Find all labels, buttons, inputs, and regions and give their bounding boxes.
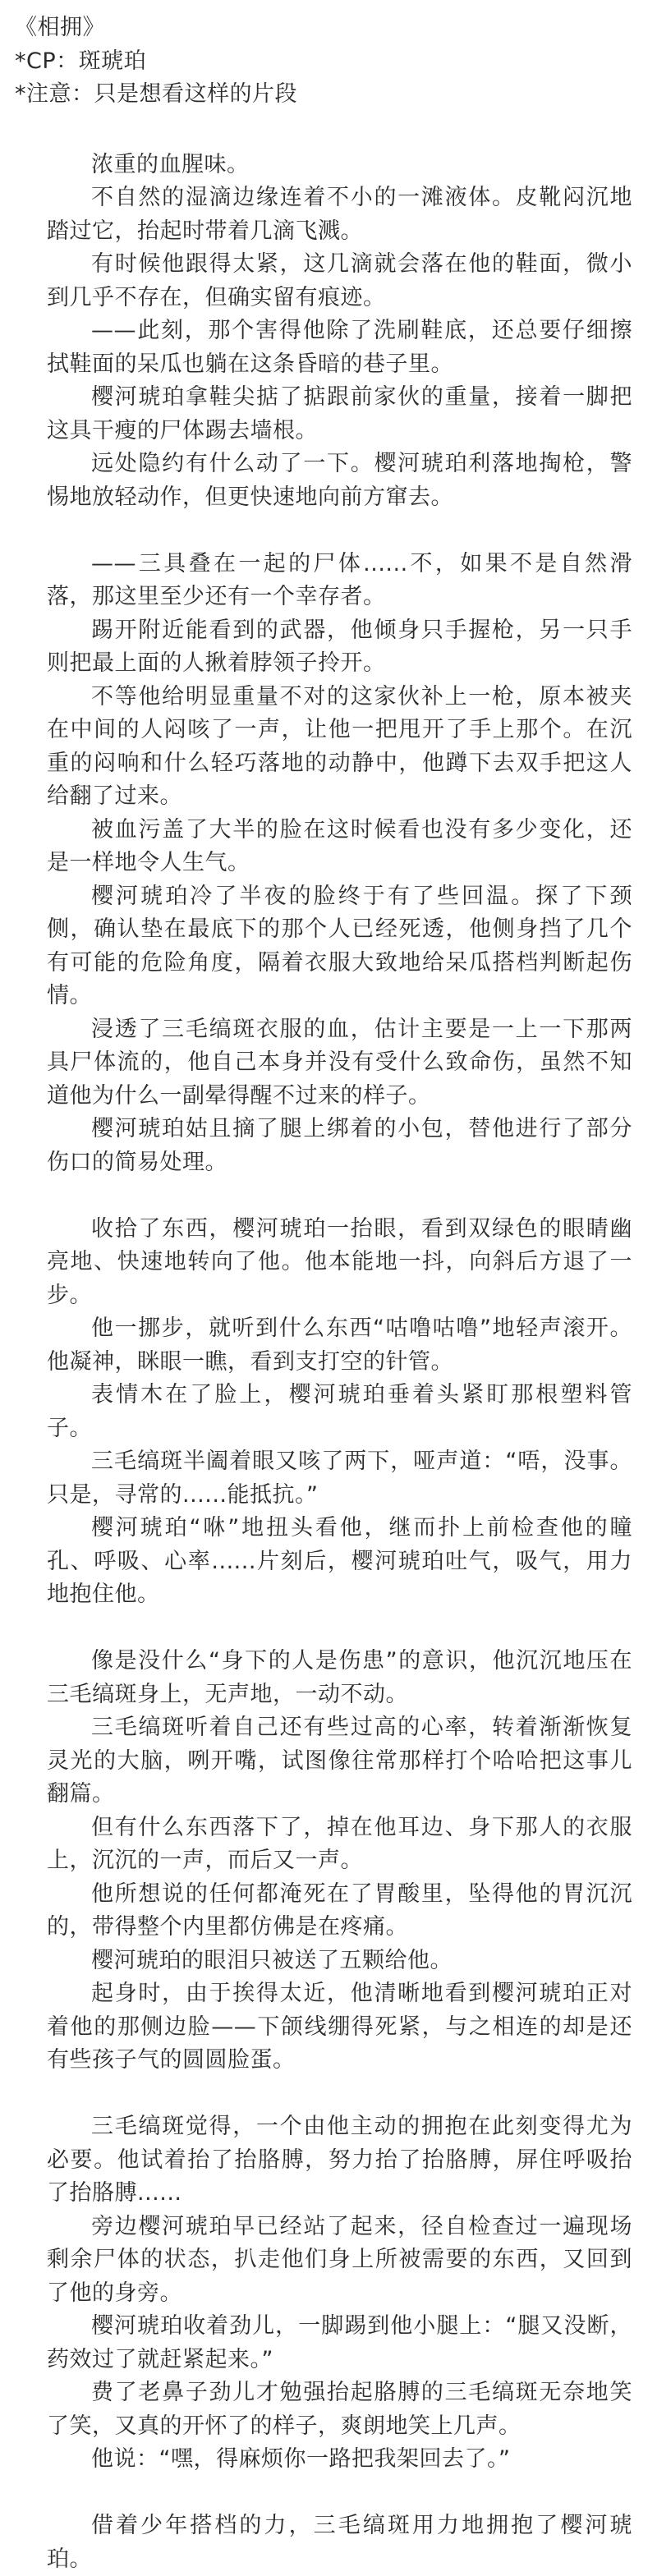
paragraph: 樱河琥珀“咻”地扭头看他，继而扑上前检查他的瞳孔、呼吸、心率......片刻后，樱河琥珀吐气，吸气，用力地抱住他。 [15,1512,632,1612]
document-header [15,11,632,112]
paragraph: 费了老鼻子劲儿才勉强抬起胳膊的三毛缟斑无奈地笑了笑，又真的开怀了的样子，爽朗地笑上几声。 [15,2376,632,2443]
paragraph: 樱河琥珀收着劲儿，一脚踢到他小腿上：“腿又没断，药效过了就赶紧起来。” [15,2310,632,2376]
paragraph: 樱河琥珀姑且摘了腿上绑着的小包，替他进行了部分伤口的简易处理。 [15,1113,632,1179]
section-gap [15,1612,632,1646]
paragraph: ——三具叠在一起的尸体......不，如果不是自然滑落，那这里至少还有一个幸存者。 [15,548,632,614]
paragraph: 踢开附近能看到的武器，他倾身只手握枪，另一只手则把最上面的人揪着脖领子拎开。 [15,614,632,681]
story-section [15,2110,632,2477]
paragraph: 樱河琥珀冷了半夜的脸终于有了些回温。探了下颈侧，确认垫在最底下的那个人已经死透，他侧身挡了几个有可能的危险角度，隔着衣服大致地给呆瓜搭档判断起伤情。 [15,880,632,1013]
story-title: 《相拥》 [15,11,632,45]
paragraph: 浓重的血腥味。 [15,149,632,182]
paragraph: 三毛缟斑觉得，一个由他主动的拥抱在此刻变得尤为必要。他试着抬了抬胳膊，努力抬了抬胳膊，屏住呼吸抬了抬胳膊...... [15,2110,632,2211]
paragraph: 像是没什么“身下的人是伤患”的意识，他沉沉地压在三毛缟斑身上，无声地，一动不动。 [15,1645,632,1711]
paragraph: 不等他给明显重量不对的这家伙补上一枪，原本被夹在中间的人闷咳了一声，让他一把甩开了手上那个。在沉重的闷响和什么轻巧落地的动静中，他蹲下去双手把这人给翻了过来。 [15,681,632,814]
paragraph: 樱河琥珀拿鞋尖掂了掂跟前家伙的重量，接着一脚把这具干瘦的尸体踢去墙根。 [15,381,632,448]
section-gap [15,514,632,548]
paragraph: 被血污盖了大半的脸在这时候看也没有多少变化，还是一样地令人生气。 [15,814,632,880]
section-gap [15,2078,632,2111]
paragraph: 但有什么东西落下了，掉在他耳边、身下那人的衣服上，沉沉的一声，而后又一声。 [15,1811,632,1878]
paragraph: 旁边樱河琥珀早已经站了起来，径自检查过一遍现场剩余尸体的状态，扒走他们身上所被需要的东西，又回到了他的身旁。 [15,2211,632,2311]
paragraph: 他所想说的任何都淹死在了胃酸里，坠得他的胃沉沉的，带得整个内里都仿佛是在疼痛。 [15,1878,632,1945]
story-section [15,149,632,515]
paragraph: 起身时，由于挨得太近，他清晰地看到樱河琥珀正对着他的那侧边脸——下颌线绷得死紧，与之相连的却是还有些孩子气的圆圆脸蛋。 [15,1977,632,2078]
paragraph: 三毛缟斑半阖着眼又咳了两下，哑声道：“唔，没事。只是，寻常的......能抵抗。” [15,1445,632,1512]
paragraph: 收拾了东西，樱河琥珀一抬眼，看到双绿色的眼睛幽亮地、快速地转向了他。他本能地一抖，向斜后方退了一步。 [15,1213,632,1313]
note-line: *注意：只是想看这样的片段 [15,78,632,112]
paragraph: 他说：“嘿，得麻烦你一路把我架回去了。” [15,2443,632,2477]
story-section [15,2509,632,2576]
section-gap [15,112,632,149]
story-section [15,548,632,1180]
story-body [15,112,632,2576]
story-section [15,1213,632,1612]
paragraph: 三毛缟斑听着自己还有些过高的心率，转着渐渐恢复灵光的大脑，咧开嘴，试图像往常那样打个哈哈把这事儿翻篇。 [15,1711,632,1811]
paragraph: 浸透了三毛缟斑衣服的血，估计主要是一上一下那两具尸体流的，他自己本身并没有受什么致命伤，虽然不知道他为什么一副晕得醒不过来的样子。 [15,1013,632,1114]
paragraph: 借着少年搭档的力，三毛缟斑用力地拥抱了樱河琥珀。 [15,2509,632,2576]
story-section [15,1645,632,2078]
paragraph: 樱河琥珀的眼泪只被送了五颗给他。 [15,1945,632,1978]
paragraph: 他一挪步，就听到什么东西“咕噜咕噜”地轻声滚开。他凝神，眯眼一瞧，看到支打空的针管。 [15,1312,632,1379]
paragraph: 表情木在了脸上，樱河琥珀垂着头紧盯那根塑料管子。 [15,1379,632,1445]
paragraph: 远处隐约有什么动了一下。樱河琥珀利落地掏枪，警惕地放轻动作，但更快速地向前方窜去。 [15,448,632,514]
section-gap [15,1179,632,1213]
paragraph: ——此刻，那个害得他除了洗刷鞋底，还总要仔细擦拭鞋面的呆瓜也躺在这条昏暗的巷子里。 [15,315,632,381]
cp-line: *CP：斑琥珀 [15,45,632,79]
paragraph: 有时候他跟得太紧，这几滴就会落在他的鞋面，微小到几乎不存在，但确实留有痕迹。 [15,248,632,315]
section-gap [15,2477,632,2510]
paragraph: 不自然的湿滴边缘连着不小的一滩液体。皮靴闷沉地踏过它，抬起时带着几滴飞溅。 [15,181,632,248]
